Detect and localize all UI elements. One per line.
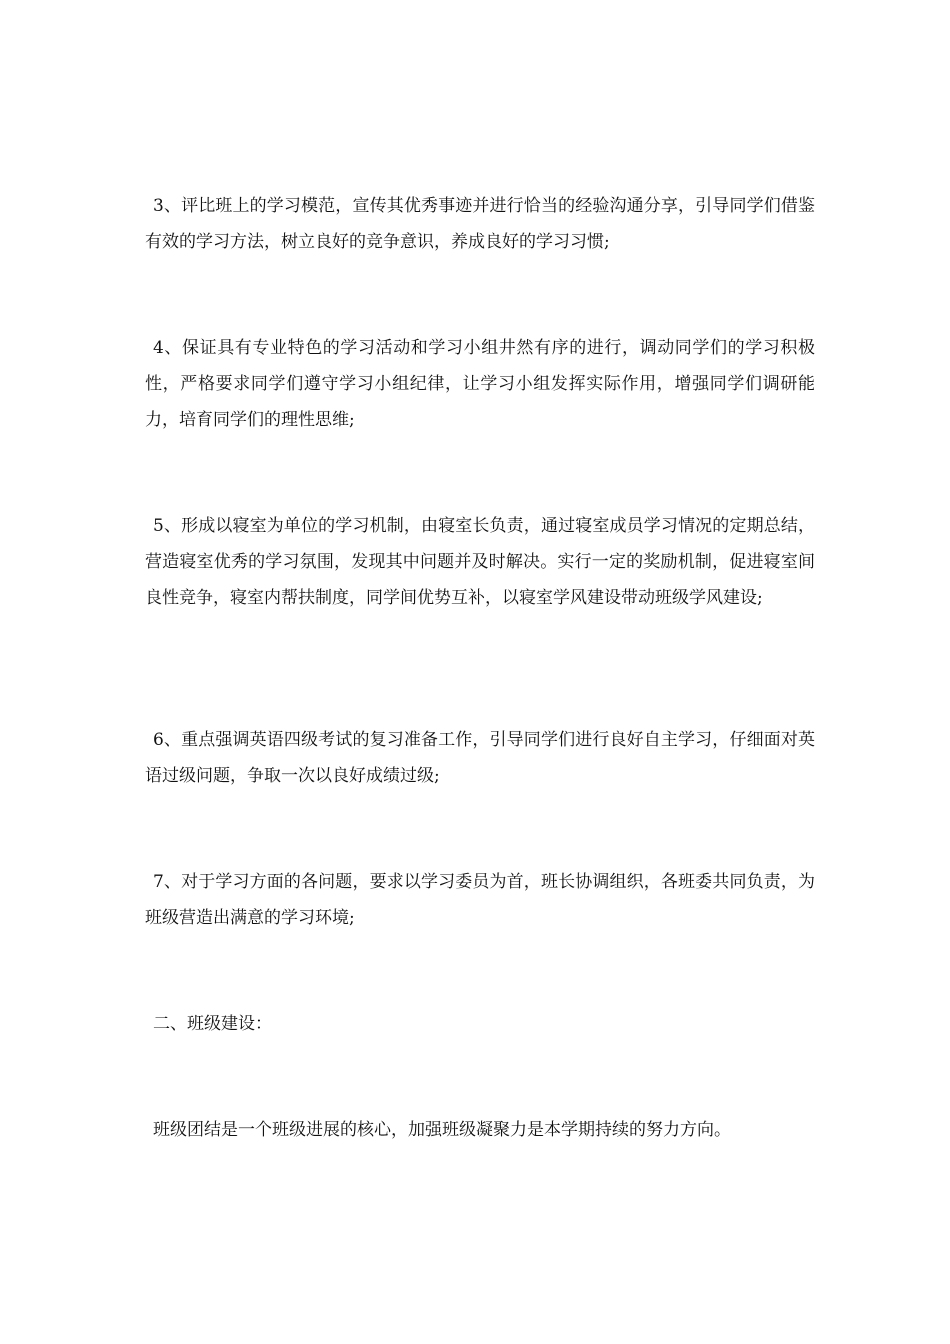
paragraph-item-5: 5、形成以寝室为单位的学习机制，由寝室长负责，通过寝室成员学习情况的定期总结，营造寝室优秀的学习氛围，发现其中问题并及时解决。实行一定的奖励机制，促进寝室间良性竞争，寝室内帮扶制度，同学间优势互补，以寝室学风建设带动班级学风建设; (145, 516, 815, 608)
paragraph-item-7: 7、对于学习方面的各问题，要求以学习委员为首，班长协调组织，各班委共同负责，为班级营造出满意的学习环境; (145, 872, 815, 928)
paragraph-item-3: 3、评比班上的学习模范，宣传其优秀事迹并进行恰当的经验沟通分享，引导同学们借鉴有效的学习方法，树立良好的竞争意识，养成良好的学习习惯; (145, 196, 815, 252)
section-heading: 二、班级建设： (153, 1014, 272, 1034)
paragraph-item-4: 4、保证具有专业特色的学习活动和学习小组井然有序的进行，调动同学们的学习积极性，严格要求同学们遵守学习小组纪律，让学习小组发挥实际作用，增强同学们调研能力，培育同学们的理性思维; (145, 338, 815, 430)
paragraph-class-unity: 班级团结是一个班级进展的核心，加强班级凝聚力是本学期持续的努力方向。 (153, 1120, 731, 1140)
paragraph-item-6: 6、重点强调英语四级考试的复习准备工作，引导同学们进行良好自主学习，仔细面对英语过级问题，争取一次以良好成绩过级; (145, 730, 815, 786)
